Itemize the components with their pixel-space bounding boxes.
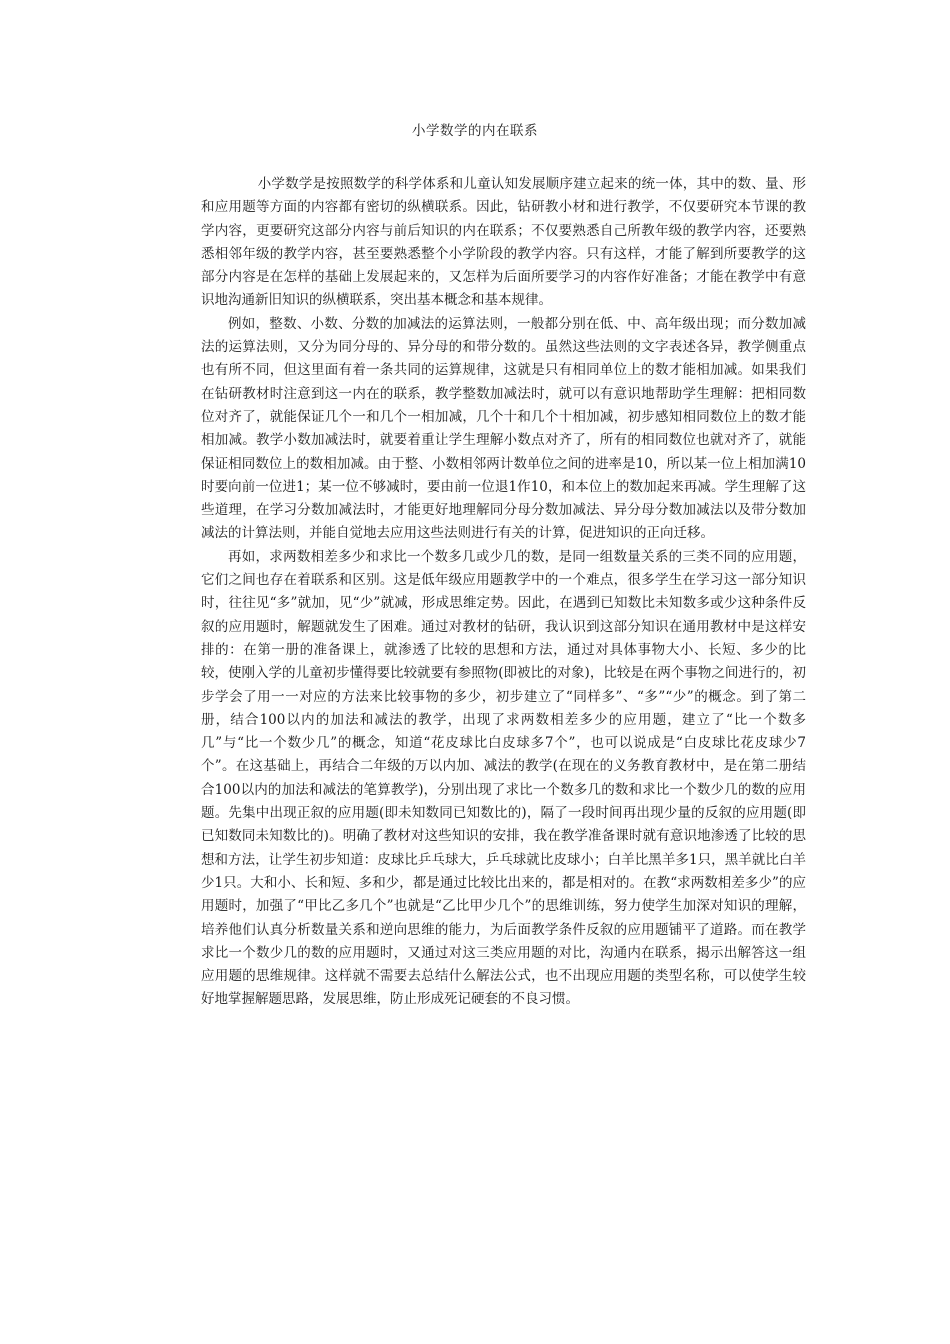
document-title: 小学数学的内在联系 (412, 123, 538, 139)
paragraph-1: 小学数学是按照数学的科学体系和儿童认知发展顺序建立起来的统一体，其中的数、量、形和应用题等方面的内容都有密切的纵横联系。因此，钻研教小材和进行教学，不仅要研究本节课的教学内容，更要研究这部分内容与前后知识的内在联系；不仅要熟悉自己所教年级的教学内容，还要熟悉相邻年级的教学内容，甚至要熟悉整个小学阶段的教学内容。只有这样，才能了解到所要教学的这部分内容是在怎样的基础上发展起来的，又怎样为后面所要学习的内容作好准备；才能在教学中有意识地沟通新旧知识的纵横联系，突出基本概念和基本规律。 (201, 176, 806, 309)
paragraph-3: 再如，求两数相差多少和求比一个数多几或少几的数，是同一组数量关系的三类不同的应用题，它们之间也存在着联系和区别。这是低年级应用题教学中的一个难点，很多学生在学习这一部分知识时，往往见“多”就加，见“少”就减，形成思维定势。因此，在遇到已知数比未知数多或少这种条件反叙的应用题时，解题就发生了困难。通过对教材的钻研，我认识到这部分知识在通用教材中是这样安排的：在第一册的准备课上，就渗透了比较的思想和方法，通过对具体事物大小、长短、多少的比较，使刚入学的儿童初步懂得要比较就要有参照物(即被比的对象)，比较是在两个事物之间进行的，初步学会了用一一对应的方法来比较事物的多少，初步建立了“同样多”、“多”“少”的概念。到了第二册，结合100以内的加法和减法的教学，出现了求两数相差多少的应用题，建立了“比一个数多几”与“比一个数少几”的概念，知道“花皮球比白皮球多7个”，也可以说成是“白皮球比花皮球少7个”。在这基础上，再结合二年级的万以内加、减法的教学(在现在的义务教育教材中，是在第二册结合100以内的加法和减法的笔算教学)，分别出现了求比一个数多几的数和求比一个数少几的数的应用题。先集中出现正叙的应用题(即未知数同已知数比的)，隔了一段时间再出现少量的反叙的应用题(即已知数同未知数比的)。明确了教材对这些知识的安排，我在教学准备课时就有意识地渗透了比较的思想和方法，让学生初步知道：皮球比乒乓球大，乒乓球就比皮球小；白羊比黑羊多1只，黑羊就比白羊少1只。大和小、长和短、多和少，都是通过比较比出来的，都是相对的。在教“求两数相差多少”的应用题时，加强了“甲比乙多几个”也就是“乙比甲少几个”的思维训练，努力使学生加深对知识的理解，培养他们认真分析数量关系和逆向思维的能力，为后面教学条件反叙的应用题铺平了道路。而在教学求比一个数少几的数的应用题时，又通过对这三类应用题的对比，沟通内在联系，揭示出解答这一组应用题的思维规律。这样就不需要去总结什么解法公式，也不出现应用题的类型名称，可以使学生较好地掌握解题思路，发展思维，防止形成死记硬套的不良习惯。 (201, 548, 806, 1008)
document-body (201, 173, 806, 1012)
paragraph-2: 例如，整数、小数、分数的加减法的运算法则，一般都分别在低、中、高年级出现；而分数加减法的运算法则，又分为同分母的、异分母的和带分数的。虽然这些法则的文字表述各异，教学侧重点也有所不同，但这里面有着一条共同的运算规律，这就是只有相同单位上的数才能相加减。如果我们在钻研教材时注意到这一内在的联系，教学整数加减法时，就可以有意识地帮助学生理解：把相同数位对齐了，就能保证几个一和几个一相加减，几个十和几个十相加减，初步感知相同数位上的数才能相加减。教学小数加减法时，就要着重让学生理解小数点对齐了，所有的相同数位也就对齐了，就能保证相同数位上的数相加减。由于整、小数相邻两计数单位之间的进率是10，所以某一位上相加满10时要向前一位进1；某一位不够减时，要由前一位退1作10，和本位上的数加起来再减。学生理解了这些道理，在学习分数加减法时，才能更好地理解同分母分数加减法、异分母分数加减法以及带分数加减法的计算法则，并能自觉地去应用这些法则进行有关的计算，促进知识的正向迁移。 (201, 315, 806, 542)
